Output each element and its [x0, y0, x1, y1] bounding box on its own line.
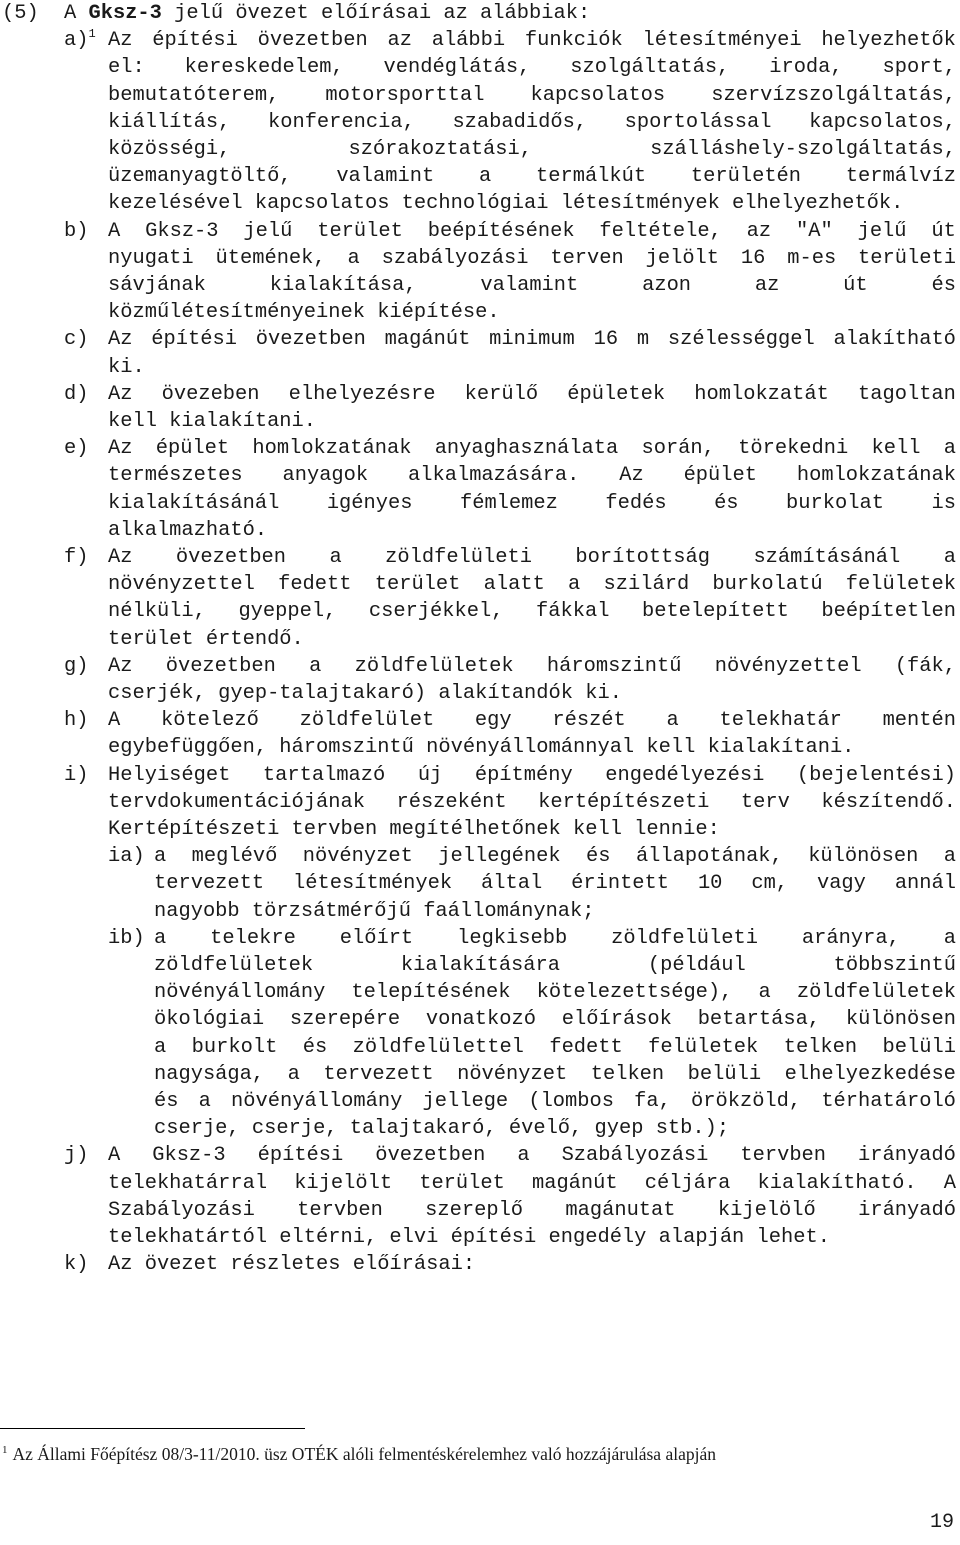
item-label: ia): [108, 845, 145, 869]
text-line: [0, 1224, 960, 1251]
text-line: [0, 354, 960, 381]
item-label: f): [64, 546, 89, 569]
text-line: [0, 299, 960, 326]
line-text: Helyiséget tartalmazó új építmény engedélyezési (bejelentési): [108, 763, 956, 787]
text-line: [0, 626, 960, 653]
item-label: ib): [108, 926, 145, 950]
text-line: [0, 816, 960, 843]
line-text: zöldfelületek kialakítására (például többszintű: [154, 954, 956, 977]
text-line: [0, 680, 960, 707]
text-line: [0, 0, 960, 27]
line-text: közösségi, szórakoztatási, szálláshely-szolgáltatás,: [108, 138, 956, 161]
text-line: [0, 789, 960, 816]
text-line: [0, 408, 960, 435]
text-line: [0, 517, 960, 544]
text-line: [0, 462, 960, 489]
line-text: nyugati ütemének, a szabályozási terven jelölt 16 m-es területi: [108, 246, 956, 270]
text-line: [0, 82, 960, 109]
line-text: egybefüggően, háromszintű növényállománnyal kell kialakítani.: [108, 736, 855, 760]
text-line: [0, 1197, 960, 1224]
text-line: [0, 1061, 960, 1088]
text-line: [0, 1088, 960, 1115]
line-text: kialakításánál igényes fémlemez fedés és burkolat is: [108, 491, 956, 515]
text-line: [0, 734, 960, 761]
item-label: b): [64, 219, 89, 243]
text-line: [0, 1251, 960, 1278]
line-text: kell kialakítani.: [108, 410, 317, 433]
line-text: üzemanyagtöltő, valamint a termálkút területén termálvíz: [108, 165, 956, 189]
line-text: cserjék, gyep-talajtakaró) alakítandók ki.: [108, 682, 622, 705]
line-text: telekhatárral kijelölt terület magánút céljára kialakítható. A: [108, 1171, 956, 1195]
line-text: a meglévő növényzet jellegének és állapotának, különösen a: [154, 845, 956, 869]
text-line: [0, 952, 960, 979]
text-line: [0, 653, 960, 680]
line-text: nagyobb törzsátmérőjű faállománynak;: [154, 899, 595, 923]
text-line: [0, 190, 960, 217]
line-text: A Gksz-3 jelű terület beépítésének feltétele, az "A" jelű út: [108, 219, 956, 243]
text-line: [0, 1170, 960, 1197]
line-text: Az övezetben a zöldfelületek háromszintű növényzettel (fák,: [108, 654, 956, 678]
text-line: [0, 598, 960, 625]
text-line: [0, 54, 960, 81]
line-text: bemutatóterem, motorsporttal kapcsolatos szervízszolgáltatás,: [108, 83, 956, 107]
text-line: [0, 163, 960, 190]
text-line: [0, 843, 960, 870]
line-text: a telekre előírt legkisebb zöldfelületi arányra, a: [154, 926, 956, 950]
text-line: [0, 707, 960, 734]
text-line: [0, 27, 960, 54]
line-text: Az építési övezetben magánút minimum 16 m szélességgel alakítható: [108, 328, 956, 352]
item-label: d): [64, 382, 89, 406]
item-label: g): [64, 654, 89, 678]
text-line: [0, 272, 960, 299]
text-line: [0, 136, 960, 163]
line-text: növényzettel fedett terület alatt a szilárd burkolatú felületek: [108, 573, 956, 597]
line-text: telekhatártól eltérni, elvi építési engedély alapján lehet.: [108, 1226, 830, 1249]
line-text: kiállítás, konferencia, szabadidős, sportolással kapcsolatos,: [108, 110, 956, 134]
item-label: c): [64, 328, 89, 352]
line-text: A Gksz-3 jelű övezet előírásai az alábbiak:: [64, 2, 591, 25]
page-number: 19: [929, 1511, 954, 1534]
line-text: tervezett létesítmények által érintett 10 cm, vagy annál: [154, 872, 956, 896]
line-text: Az övezetben a zöldfelületi borítottság számításánál a: [108, 546, 956, 569]
line-text: növényállomány telepítésének kötelezettsége), a zöldfelületek: [154, 981, 956, 1005]
item-label: k): [64, 1253, 89, 1277]
text-line: [0, 245, 960, 272]
text-line: [0, 870, 960, 897]
text-line: [0, 381, 960, 408]
text-line: [0, 571, 960, 598]
line-text: közműlétesítményeinek kiépítése.: [108, 301, 500, 325]
line-text: A kötelező zöldfelület egy részét a telekhatár mentén: [108, 709, 956, 733]
text-line: [0, 925, 960, 952]
text-line: [0, 490, 960, 517]
line-text: tervdokumentációjának részeként kertépítészeti terv készítendő.: [108, 790, 956, 814]
footnote-divider: [0, 1428, 305, 1429]
item-label: i): [64, 763, 89, 787]
item-label: h): [64, 709, 89, 733]
text-line: [0, 1142, 960, 1169]
line-text: és a növényállomány jellege (lombos fa, örökzöld, térhatároló: [154, 1090, 956, 1113]
line-text: sávjának kialakítása, valamint azon az út és: [108, 274, 956, 297]
footnote: [2, 1443, 716, 1465]
line-text: a burkolt és zöldfelülettel fedett felületek telken belüli: [154, 1035, 956, 1059]
line-text: ki.: [108, 355, 145, 379]
line-text: A Gksz-3 építési övezetben a Szabályozási tervben irányadó: [108, 1144, 956, 1168]
text-line: [0, 435, 960, 462]
line-text: Szabályozási tervben szereplő magánutat kijelölő irányadó: [108, 1198, 956, 1222]
item-label: a)$^1$: [64, 27, 96, 53]
line-text: nélküli, gyeppel, cserjékkel, fákkal betelepített beépítetlen: [108, 600, 956, 624]
line-text: cserje, cserje, talajtakaró, évelő, gyep stb.);: [154, 1117, 730, 1141]
text-line: [0, 979, 960, 1006]
item-label: e): [64, 437, 89, 461]
text-line: [0, 1006, 960, 1033]
line-text: alkalmazható.: [108, 518, 268, 542]
line-text: Kertépítészeti tervben megítélhetőnek kell lennie:: [108, 818, 720, 841]
line-text: nagysága, a tervezett növényzet telken belüli elhelyezkedése: [154, 1062, 956, 1086]
text-line: [0, 109, 960, 136]
line-text: terület értendő.: [108, 627, 304, 651]
line-text: kezelésével kapcsolatos technológiai létesítmények elhelyezhetők.: [108, 192, 904, 216]
line-text: ökológiai szerepére vonatkozó előírások betartása, különösen: [154, 1008, 956, 1032]
line-text: Az építési övezetben az alábbi funkciók létesítményei helyezhetők: [108, 29, 956, 53]
text-line: [0, 326, 960, 353]
item-label: (5): [2, 2, 39, 25]
text-line: [0, 898, 960, 925]
text-line: [0, 218, 960, 245]
line-text: természetes anyagok alkalmazására. Az épület homlokzatának: [108, 464, 956, 488]
line-text: Az övezeben elhelyezésre kerülő épületek homlokzatát tagoltan: [108, 382, 956, 406]
text-line: [0, 1034, 960, 1061]
footnote-text: Az Állami Főépítész 08/3-11/2010. üsz OTÉK alóli felmentéskérelemhez való hozzájárulása alapján: [12, 1444, 716, 1464]
item-label: j): [64, 1144, 89, 1168]
line-text: el: kereskedelem, vendéglátás, szolgáltatás, iroda, sport,: [108, 56, 956, 80]
line-text: Az épület homlokzatának anyaghasználata során, törekedni kell a: [108, 437, 956, 461]
text-line: [0, 1115, 960, 1142]
text-line: [0, 762, 960, 789]
line-text: Az övezet részletes előírásai:: [108, 1253, 476, 1277]
footnote-marker: 1: [2, 1444, 8, 1457]
text-line: [0, 544, 960, 571]
